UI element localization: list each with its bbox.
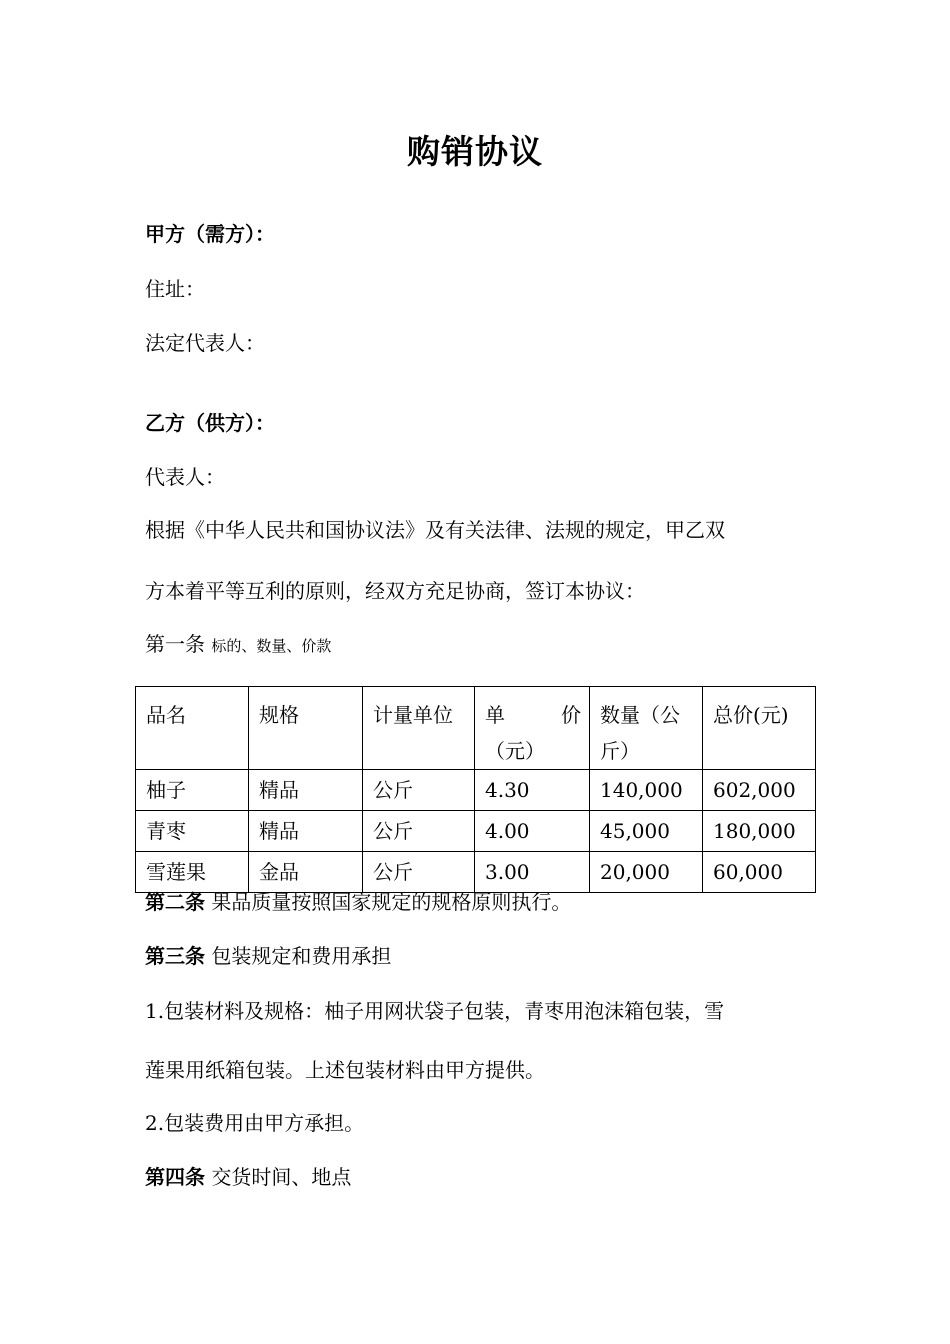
article-3-text: 包装规定和费用承担 bbox=[211, 944, 392, 968]
article-2 bbox=[145, 888, 571, 916]
header-price-part-1: 单 bbox=[485, 703, 505, 727]
header-price-part-2: 价 bbox=[561, 703, 581, 727]
header-quantity-part-2: 斤） bbox=[600, 739, 640, 763]
cell-total: 180,000 bbox=[703, 811, 816, 852]
header-price-part-3: （元） bbox=[485, 739, 545, 763]
article-1-text: 标的、数量、价款 bbox=[211, 637, 332, 655]
header-quantity bbox=[590, 687, 703, 770]
table-row bbox=[136, 770, 816, 811]
cell-quantity: 140,000 bbox=[590, 770, 703, 811]
cell-spec: 精品 bbox=[249, 770, 363, 811]
article-2-label: 第二条 bbox=[145, 890, 205, 914]
cell-price: 4.00 bbox=[475, 811, 590, 852]
article-4 bbox=[145, 1163, 351, 1191]
goods-table bbox=[135, 686, 816, 893]
cell-spec: 金品 bbox=[249, 852, 363, 893]
table-row bbox=[136, 852, 816, 893]
article-3-item-2: 2.包装费用由甲方承担。 bbox=[145, 1111, 365, 1135]
party-a-heading: 甲方（需方）： bbox=[145, 222, 275, 246]
article-2-text: 果品质量按照国家规定的规格原则执行。 bbox=[211, 890, 572, 914]
cell-quantity: 45,000 bbox=[590, 811, 703, 852]
cell-unit: 公斤 bbox=[363, 852, 475, 893]
cell-total: 602,000 bbox=[703, 770, 816, 811]
article-3-label: 第三条 bbox=[145, 944, 205, 968]
header-price bbox=[475, 687, 590, 770]
table-row bbox=[136, 811, 816, 852]
article-3-item-1-line-2: 莲果用纸箱包装。上述包装材料由甲方提供。 bbox=[145, 1058, 545, 1082]
document-title: 购销协议 bbox=[407, 132, 543, 171]
article-1 bbox=[145, 630, 331, 660]
article-3 bbox=[145, 942, 391, 970]
article-1-label: 第一条 bbox=[145, 632, 205, 656]
party-b-heading: 乙方（供方）： bbox=[145, 411, 275, 435]
party-a-address-label: 住址： bbox=[145, 277, 205, 301]
cell-quantity: 20,000 bbox=[590, 852, 703, 893]
table-header-row bbox=[136, 687, 816, 770]
cell-spec: 精品 bbox=[249, 811, 363, 852]
cell-total: 60,000 bbox=[703, 852, 816, 893]
header-unit: 计量单位 bbox=[363, 687, 475, 770]
header-quantity-part-1: 数量（公 bbox=[600, 703, 680, 727]
cell-price: 3.00 bbox=[475, 852, 590, 893]
header-spec: 规格 bbox=[249, 687, 363, 770]
cell-name: 雪莲果 bbox=[136, 852, 249, 893]
cell-name: 柚子 bbox=[136, 770, 249, 811]
cell-price: 4.30 bbox=[475, 770, 590, 811]
intro-line-2: 方本着平等互利的原则，经双方充足协商，签订本协议： bbox=[145, 579, 645, 603]
header-name: 品名 bbox=[136, 687, 249, 770]
cell-unit: 公斤 bbox=[363, 770, 475, 811]
article-4-text: 交货时间、地点 bbox=[211, 1165, 352, 1189]
intro-line-1: 根据《中华人民共和国协议法》及有关法律、法规的规定，甲乙双 bbox=[145, 518, 725, 542]
cell-unit: 公斤 bbox=[363, 811, 475, 852]
cell-name: 青枣 bbox=[136, 811, 249, 852]
article-4-label: 第四条 bbox=[145, 1165, 205, 1189]
article-3-item-1-line-1: 1.包装材料及规格：柚子用网状袋子包装，青枣用泡沫箱包装，雪 bbox=[145, 999, 725, 1023]
header-total: 总价(元) bbox=[703, 687, 816, 770]
party-a-legal-rep-label: 法定代表人： bbox=[145, 331, 265, 355]
party-b-rep-label: 代表人： bbox=[145, 465, 225, 489]
